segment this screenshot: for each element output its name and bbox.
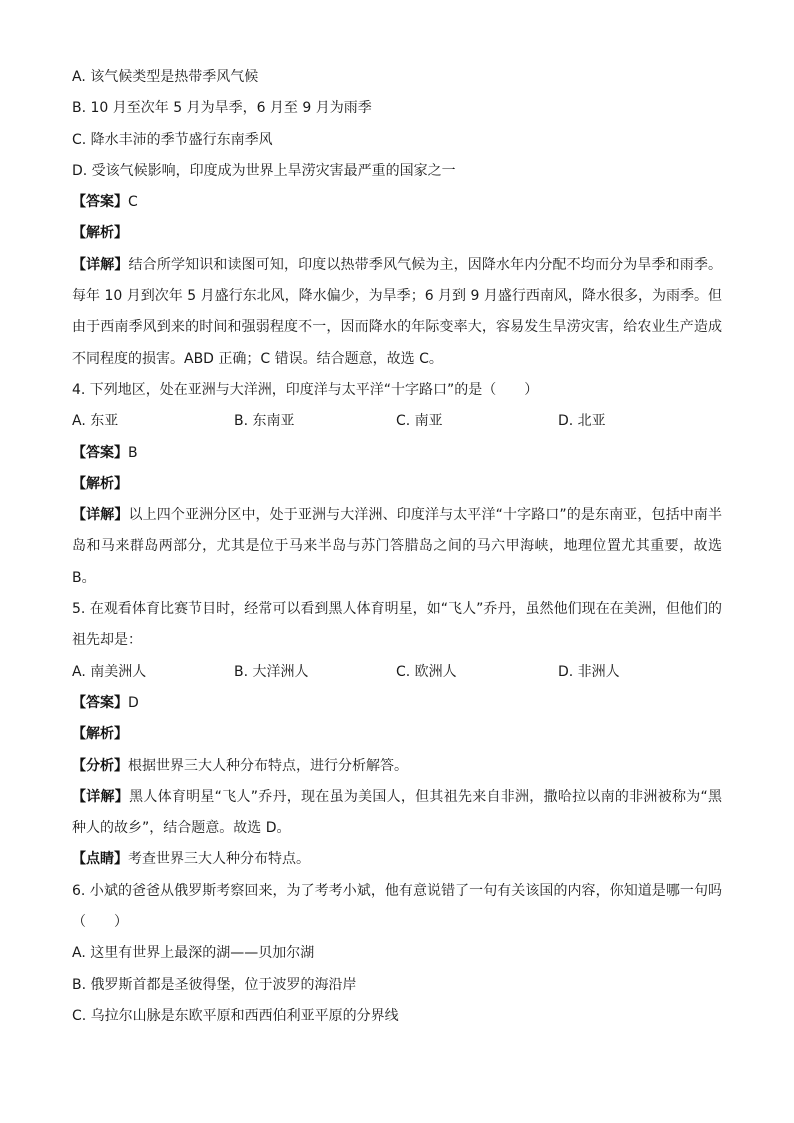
answer-tag: 【答案】 [72, 194, 128, 211]
q5-option-c: C. 欧洲人 [396, 663, 457, 680]
q6-option-c: C. 乌拉尔山脉是东欧平原和西西伯利亚平原的分界线 [72, 1007, 399, 1024]
q5-option-a: A. 南美洲人 [72, 663, 147, 680]
q6-stem: 6. 小斌的爸爸从俄罗斯考察回来，为了考考小斌，他有意说错了一句有关该国的内容，你知道是哪一句吗（ ） [72, 882, 722, 931]
q5-detail [72, 782, 722, 845]
q3-detail [72, 250, 722, 375]
q5-answer [72, 688, 722, 719]
detail-tag: 【详解】 [72, 507, 129, 524]
q3-option-a: A. 该气候类型是热带季风气候 [72, 69, 259, 85]
q4-option-b: B. 东南亚 [234, 413, 295, 430]
q3-answer [72, 187, 722, 218]
q5-dianjing [72, 844, 722, 875]
dianjing-text: 考查世界三大人种分布特点。 [128, 851, 310, 868]
analysis-tag: 【解析】 [72, 726, 128, 743]
fenxi-tag: 【分析】 [72, 757, 128, 774]
q3-analysis [72, 218, 722, 249]
q3-option-b: B. 10 月至次年 5 月为旱季，6 月至 9 月为雨季 [72, 100, 372, 117]
exam-page [72, 62, 722, 1032]
q4-detail [72, 500, 722, 594]
detail-text: 以上四个亚洲分区中，处于亚洲与大洋洲、印度洋与太平洋“十字路口”的是东南亚，包括中南半岛和马来群岛两部分，尤其是位于马来半岛与苏门答腊岛之间的马六甲海峡，地理位置尤其重要，故选 B。 [72, 507, 722, 586]
q4-stem: 4. 下列地区，处在亚洲与大洋洲，印度洋与太平洋“十字路口”的是（ ） [72, 381, 539, 398]
detail-tag: 【详解】 [72, 256, 129, 273]
q4-answer [72, 438, 722, 469]
q6-option-a: A. 这里有世界上最深的湖——贝加尔湖 [72, 945, 315, 962]
q4-option-c: C. 南亚 [396, 413, 443, 430]
q4-option-d: D. 北亚 [558, 413, 606, 430]
q4-options [72, 406, 722, 437]
q3-option-c: C. 降水丰沛的季节盛行东南季风 [72, 131, 273, 148]
answer-value: B [128, 444, 138, 461]
q4-option-a: A. 东亚 [72, 413, 119, 430]
q4-analysis [72, 469, 722, 500]
fenxi-text: 根据世界三大人种分布特点，进行分析解答。 [128, 757, 408, 774]
q5-analysis [72, 719, 722, 750]
q6-option-b: B. 俄罗斯首都是圣彼得堡，位于波罗的海沿岸 [72, 976, 357, 993]
answer-tag: 【答案】 [72, 694, 128, 711]
answer-value: D [128, 694, 139, 711]
answer-tag: 【答案】 [72, 444, 128, 461]
q5-option-d: D. 非洲人 [558, 663, 620, 680]
q3-option-d: D. 受该气候影响，印度成为世界上旱涝灾害最严重的国家之一 [72, 162, 456, 179]
dianjing-tag: 【点睛】 [72, 851, 128, 868]
q5-options [72, 657, 722, 688]
analysis-tag: 【解析】 [72, 475, 128, 492]
q5-stem: 5. 在观看体育比赛节目时，经常可以看到黑人体育明星，如“飞人”乔丹，虽然他们现在在美洲，但他们的祖先却是： [72, 601, 722, 649]
analysis-tag: 【解析】 [72, 225, 128, 242]
detail-text: 黑人体育明星“飞人”乔丹，现在虽为美国人，但其祖先来自非洲，撒哈拉以南的非洲被称为“黑种人的故乡”，结合题意。故选 D。 [72, 788, 723, 837]
answer-value: C [128, 194, 138, 211]
q5-fenxi [72, 751, 722, 782]
detail-text: 结合所学知识和读图可知，印度以热带季风气候为主，因降水年内分配不均而分为旱季和雨季。每年 10 月到次年 5 月盛行东北风，降水偏少，为旱季；6 月到 9 月盛行西南风，降水很多，为雨季。但由于西南季风到来的时间和强弱程度不一，因而降水的年际变率大，容易发生旱涝灾害，给农业生产造成不同程度的损害。ABD 正确；C 错误。结合题意，故选 C。 [72, 256, 723, 367]
q5-option-b: B. 大洋洲人 [234, 663, 309, 680]
detail-tag: 【详解】 [72, 788, 130, 805]
